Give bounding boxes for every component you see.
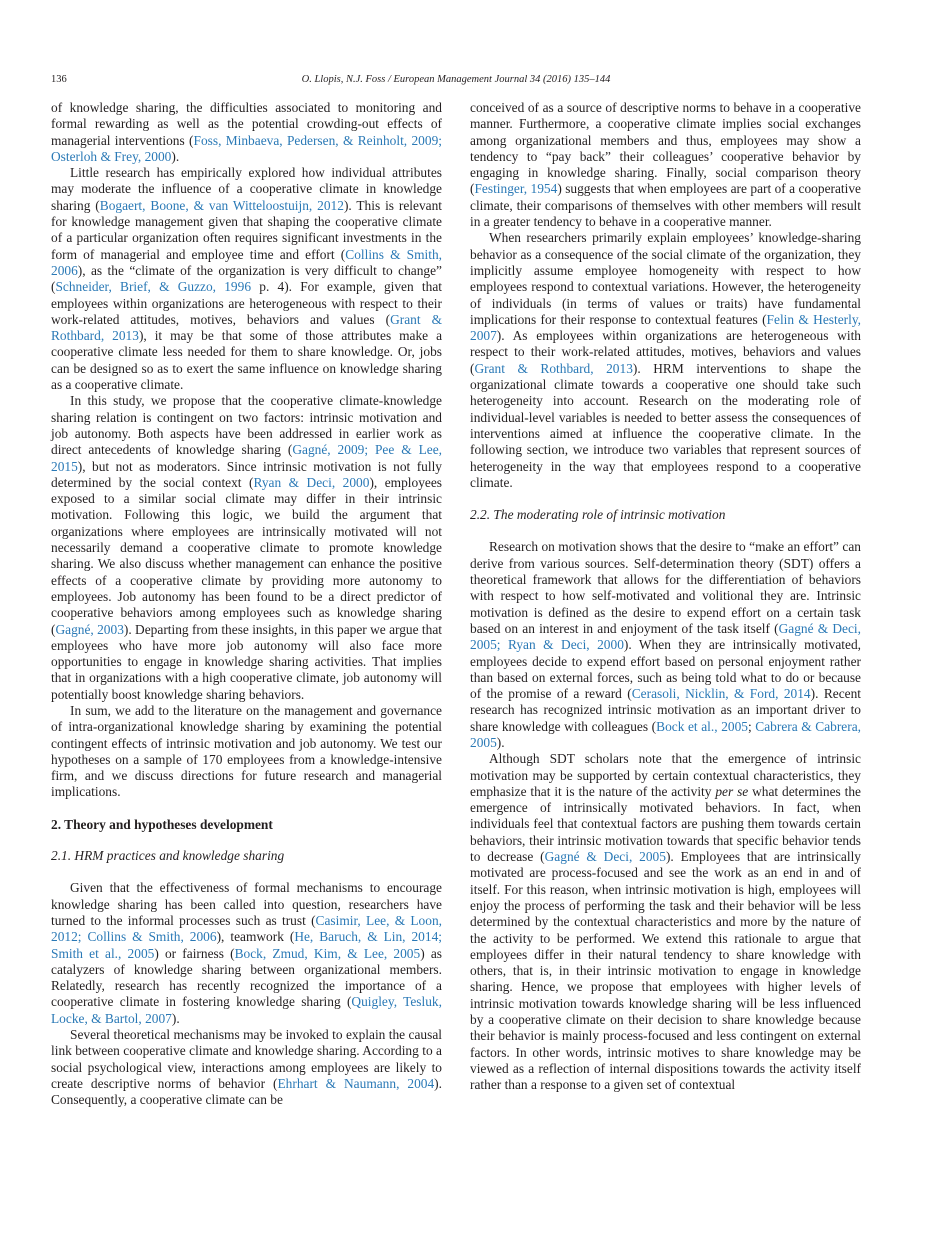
citation-link[interactable]: Bock et al., 2005: [656, 718, 748, 734]
paragraph: Given that the effectiveness of formal mechanisms to encourage knowledge sharing has been called into question, researchers have turned to the informal processes such as trust (Casimir, Lee, & Loon, 2012; Collins & Smith, 2006), teamwork (He, Baruch, & Lin, 2014; Smith et al., 2005) or fairness (Bock, Zmud, Kim, & Lee, 2005) as catalyzers of knowledge sharing between organizational members. Relatedly, research has recently recognized the importance of a cooperative climate in fostering knowledge sharing (Quigley, Tesluk, Locke, & Bartol, 2007).: [51, 880, 442, 1026]
subsection-heading: 2.1. HRM practices and knowledge sharing: [51, 848, 285, 864]
citation-link[interactable]: Ryan & Deci, 2000: [253, 474, 370, 490]
subsection-heading: 2.2. The moderating role of intrinsic motivation: [470, 507, 726, 523]
citation-link[interactable]: Casimir, Lee, & Loon, 2012; Collins & Smith, 2006: [51, 912, 442, 945]
citation-link[interactable]: Gagné & Deci, 2005: [544, 849, 666, 865]
citation-link[interactable]: Gagné & Deci, 2005; Ryan & Deci, 2000: [470, 620, 861, 653]
running-head: O. Llopis, N.J. Foss / European Management Journal 34 (2016) 135–144: [301, 74, 611, 85]
page-header: [51, 73, 861, 87]
paragraph: In sum, we add to the literature on the management and governance of intra-organizational knowledge sharing by examining the potential contingent effects of intrinsic motivation and job autonomy. We test our hypotheses on a sample of 170 employees from a knowledge-intensive firm, and we discuss directions for future research and managerial implications.: [51, 702, 442, 800]
paragraph: Several theoretical mechanisms may be invoked to explain the causal link between cooperative climate and knowledge sharing. According to a social psychological view, interactions among employees are likely to create descriptive norms of behavior (Ehrhart & Naumann, 2004). Consequently, a cooperative climate can be: [51, 1027, 442, 1108]
paragraph: of knowledge sharing, the difficulties associated to monitoring and formal rewarding as well as the potential crowding-out effects of managerial interventions (Foss, Minbaeva, Pedersen, & Reinholt, 2009; Osterloh & Frey, 2000).: [51, 100, 442, 164]
left-column: [51, 100, 442, 1109]
citation-link[interactable]: He, Baruch, & Lin, 2014; Smith et al., 2005: [51, 929, 442, 961]
citation-link[interactable]: Cabrera & Cabrera, 2005: [470, 718, 861, 750]
citation-link[interactable]: Gagné, 2009; Pee & Lee, 2015: [51, 442, 442, 474]
section-heading: 2. Theory and hypotheses development: [51, 816, 273, 832]
citation-link[interactable]: Ehrhart & Naumann, 2004: [277, 1075, 435, 1091]
emphasis: per se: [715, 783, 749, 799]
citation-link[interactable]: Cerasoli, Nicklin, & Ford, 2014: [631, 686, 811, 702]
page-number: 136: [51, 74, 67, 85]
paragraph: conceived of as a source of descriptive norms to behave in a cooperative manner. Furthermore, a cooperative climate implies social exchanges among organizational members and thus, employees may show a tendency to “pay back” their colleagues’ cooperative behavior by engaging in knowledge sharing. Finally, social comparison theory (Festinger, 1954) suggests that when employees are part of a cooperative climate, their comparisons of themselves with other members will result in a greater tendency to behave in a cooperative manner.: [470, 100, 861, 230]
citation-link[interactable]: Schneider, Brief, & Guzzo, 1996: [55, 279, 252, 295]
citation-link[interactable]: Collins & Smith, 2006: [51, 246, 443, 278]
citation-link[interactable]: Festinger, 1954: [474, 181, 558, 197]
paragraph: In this study, we propose that the cooperative climate-knowledge sharing relation is contingent on two factors: intrinsic motivation and job autonomy. Both aspects have been addressed in earlier work as direct antecedents of knowledge sharing (Gagné, 2009; Pee & Lee, 2015), but not as moderators. Since intrinsic motivation is not fully determined by the social context (Ryan & Deci, 2000), employees exposed to a similar social climate may differ in their intrinsic motivation. Following this logic, we build the argument that organizations where employees are intrinsically motivated will not necessarily demand a cooperative climate to promote knowledge sharing. We also discuss whether management can enhance the positive effects of a cooperative climate by providing more autonomy to employees. Job autonomy has been found to be a direct predictor of cooperative behaviors among employees such as knowledge sharing (Gagné, 2003). Departing from these insights, in this paper we argue that employees who have more job autonomy will also face more opportunities to engage in knowledge sharing activities. That implies that in organizations with a high cooperative climate, job autonomy will potentially boost knowledge sharing behaviors.: [51, 393, 442, 702]
paragraph: Little research has empirically explored how individual attributes may moderate the influence of a cooperative climate in knowledge sharing (Bogaert, Boone, & van Witteloostuijn, 2012). This is relevant for knowledge management given that shaping the cooperative climate of a particular organization often requires significant investments in the form of managerial and employee time and effort (Collins & Smith, 2006), as the “climate of the organization is very difficult to change” (Schneider, Brief, & Guzzo, 1996 p. 4). For example, given that employees within organizations are heterogeneous with respect to their work-related attitudes, motives, behaviors and values (Grant & Rothbard, 2013), it may be that some of those attributes make a cooperative climate less needed for them to share knowledge. Or, jobs can be designed so as to exert the same influence on knowledge sharing as a cooperative climate.: [51, 165, 443, 393]
citation-link[interactable]: Foss, Minbaeva, Pedersen, & Reinholt, 2009; Osterloh & Frey, 2000: [51, 132, 442, 164]
citation-link[interactable]: Bogaert, Boone, & van Witteloostuijn, 2012: [99, 197, 344, 213]
citation-link[interactable]: Grant & Rothbard, 2013: [474, 360, 633, 376]
citation-link[interactable]: Grant & Rothbard, 2013: [51, 311, 442, 344]
paragraph: When researchers primarily explain employees’ knowledge-sharing behavior as a consequence of the social climate of the organization, they implicitly assume employee homogeneity with respect to how employees respond to contextual variations. However, the heterogeneity of individuals (in terms of values or traits) have fundamental implications for their response to contextual features (Felin & Hesterly, 2007). As employees within organizations are heterogeneous with respect to their work-related attitudes, motives, behaviors and values (Grant & Rothbard, 2013). HRM interventions to shape the organizational climate towards a cooperative one should take such heterogeneity into account. Research on the moderating role of individual-level variables is needed to better assess the consequences of interventions aimed at influence the cooperative climate. In the following section, we introduce two variables that represent sources of heterogeneity in the way that employees respond to a cooperative climate.: [470, 230, 861, 490]
right-column: [470, 100, 861, 1094]
citation-link[interactable]: Quigley, Tesluk, Locke, & Bartol, 2007: [51, 994, 442, 1026]
citation-link[interactable]: Bock, Zmud, Kim, & Lee, 2005: [234, 945, 421, 961]
paragraph: Research on motivation shows that the desire to “make an effort” can derive from various sources. Self-determination theory (SDT) offers a theoretical framework that allows for the differentiation of behaviors with respect to how self-motivated and volitional they are. Intrinsic motivation is defined as the desire to expend effort on a certain task based on an interest in and enjoyment of the task itself (Gagné & Deci, 2005; Ryan & Deci, 2000). When they are intrinsically motivated, employees decide to expend effort based on personal enjoyment rather than based on external forces, such as being told what to do or because of the promise of a reward (Cerasoli, Nicklin, & Ford, 2014). Recent research has recognized intrinsic motivation as an important driver to share knowledge with colleagues (Bock et al., 2005; Cabrera & Cabrera, 2005).: [470, 539, 861, 750]
citation-link[interactable]: Felin & Hesterly, 2007: [470, 311, 861, 344]
citation-link[interactable]: Gagné, 2003: [55, 621, 124, 637]
paragraph: Although SDT scholars note that the emergence of intrinsic motivation may be supported by certain contextual characteristics, they emphasize that it is the nature of the activity per se what determines the emergence of intrinsically motivated behaviors. In fact, when individuals feel that contextual factors are pushing them towards certain behaviors, their intrinsic motivation towards that specific behavior tends to decrease (Gagné & Deci, 2005). Employees that are intrinsically motivated are process-focused and see the work as an end in and of itself. For this reason, when intrinsic motivation is high, employees will enjoy the process of performing the task and their behavior will be less determined by the contextual characteristics and more by the nature of the activity to be performed. We extend this rationale to argue that employees differ in their natural tendency to share knowledge with others, that is, in their intrinsic motivation to engage in knowledge sharing. Hence, we propose that employees with higher levels of intrinsic motivation towards knowledge sharing will be less influenced by a cooperative climate on their decision to share knowledge because their behavior is mainly process-focused and less contingent on external factors. In other words, intrinsic motives to share knowledge may be viewed as a reflection of internal dispositions towards the activity itself rather than a response to a given set of contextual: [470, 751, 861, 1093]
